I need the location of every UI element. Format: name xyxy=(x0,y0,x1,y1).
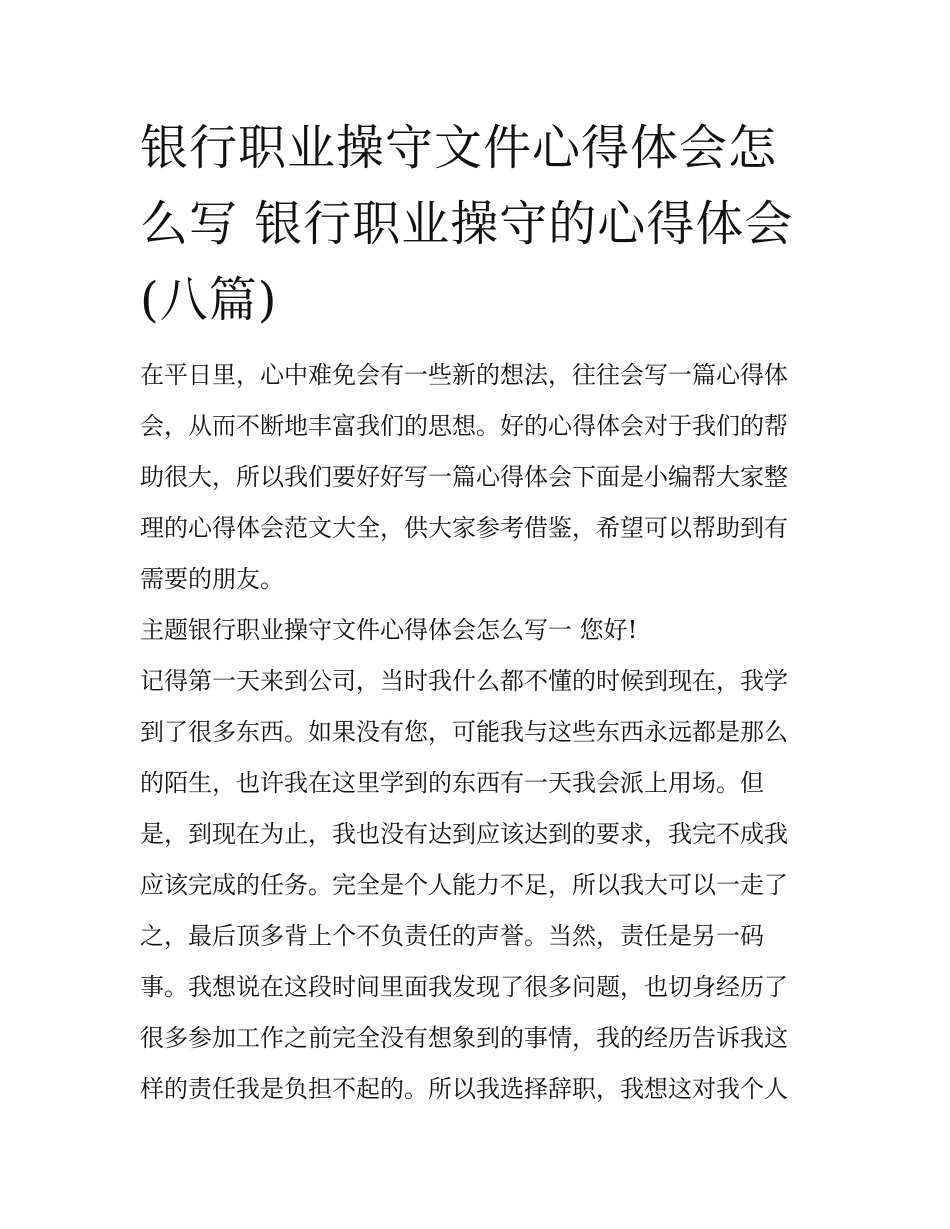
document-title xyxy=(140,110,812,338)
title-line: 银行职业操守文件心得体会怎 xyxy=(140,120,778,176)
document-body xyxy=(140,350,812,1115)
body-line: 的陌生，也许我在这里学到的东西有一天我会派上用场。但 xyxy=(140,769,764,797)
section-heading-line: 主题银行职业操守文件心得体会怎么写一 您好! xyxy=(140,616,638,644)
body-line: 事。我想说在这段时间里面我发现了很多问题，也切身经历了 xyxy=(140,973,788,1001)
body-line: 是，到现在为止，我也没有达到应该达到的要求，我完不成我 xyxy=(140,820,788,848)
body-line: 样的责任我是负担不起的。所以我选择辞职，我想这对我个人 xyxy=(140,1075,788,1103)
body-line: 在平日里，心中难免会有一些新的想法，往往会写一篇心得体 xyxy=(140,361,788,389)
title-line: 么写 银行职业操守的心得体会 xyxy=(140,196,794,252)
body-line: 会，从而不断地丰富我们的思想。好的心得体会对于我们的帮 xyxy=(140,412,788,440)
body-line: 需要的朋友。 xyxy=(140,565,284,593)
body-line: 之，最后顶多背上个不负责任的声誉。当然，责任是另一码 xyxy=(140,922,764,950)
title-line: (八篇) xyxy=(140,272,278,328)
body-line: 助很大，所以我们要好好写一篇心得体会下面是小编帮大家整 xyxy=(140,463,788,491)
document-content xyxy=(140,110,812,1115)
body-line: 理的心得体会范文大全，供大家参考借鉴，希望可以帮助到有 xyxy=(140,514,788,542)
body-line: 很多参加工作之前完全没有想象到的事情，我的经历告诉我这 xyxy=(140,1024,788,1052)
body-line: 记得第一天来到公司，当时我什么都不懂的时候到现在，我学 xyxy=(140,667,788,695)
body-line: 到了很多东西。如果没有您，可能我与这些东西永远都是那么 xyxy=(140,718,788,746)
body-line: 应该完成的任务。完全是个人能力不足，所以我大可以一走了 xyxy=(140,871,788,899)
